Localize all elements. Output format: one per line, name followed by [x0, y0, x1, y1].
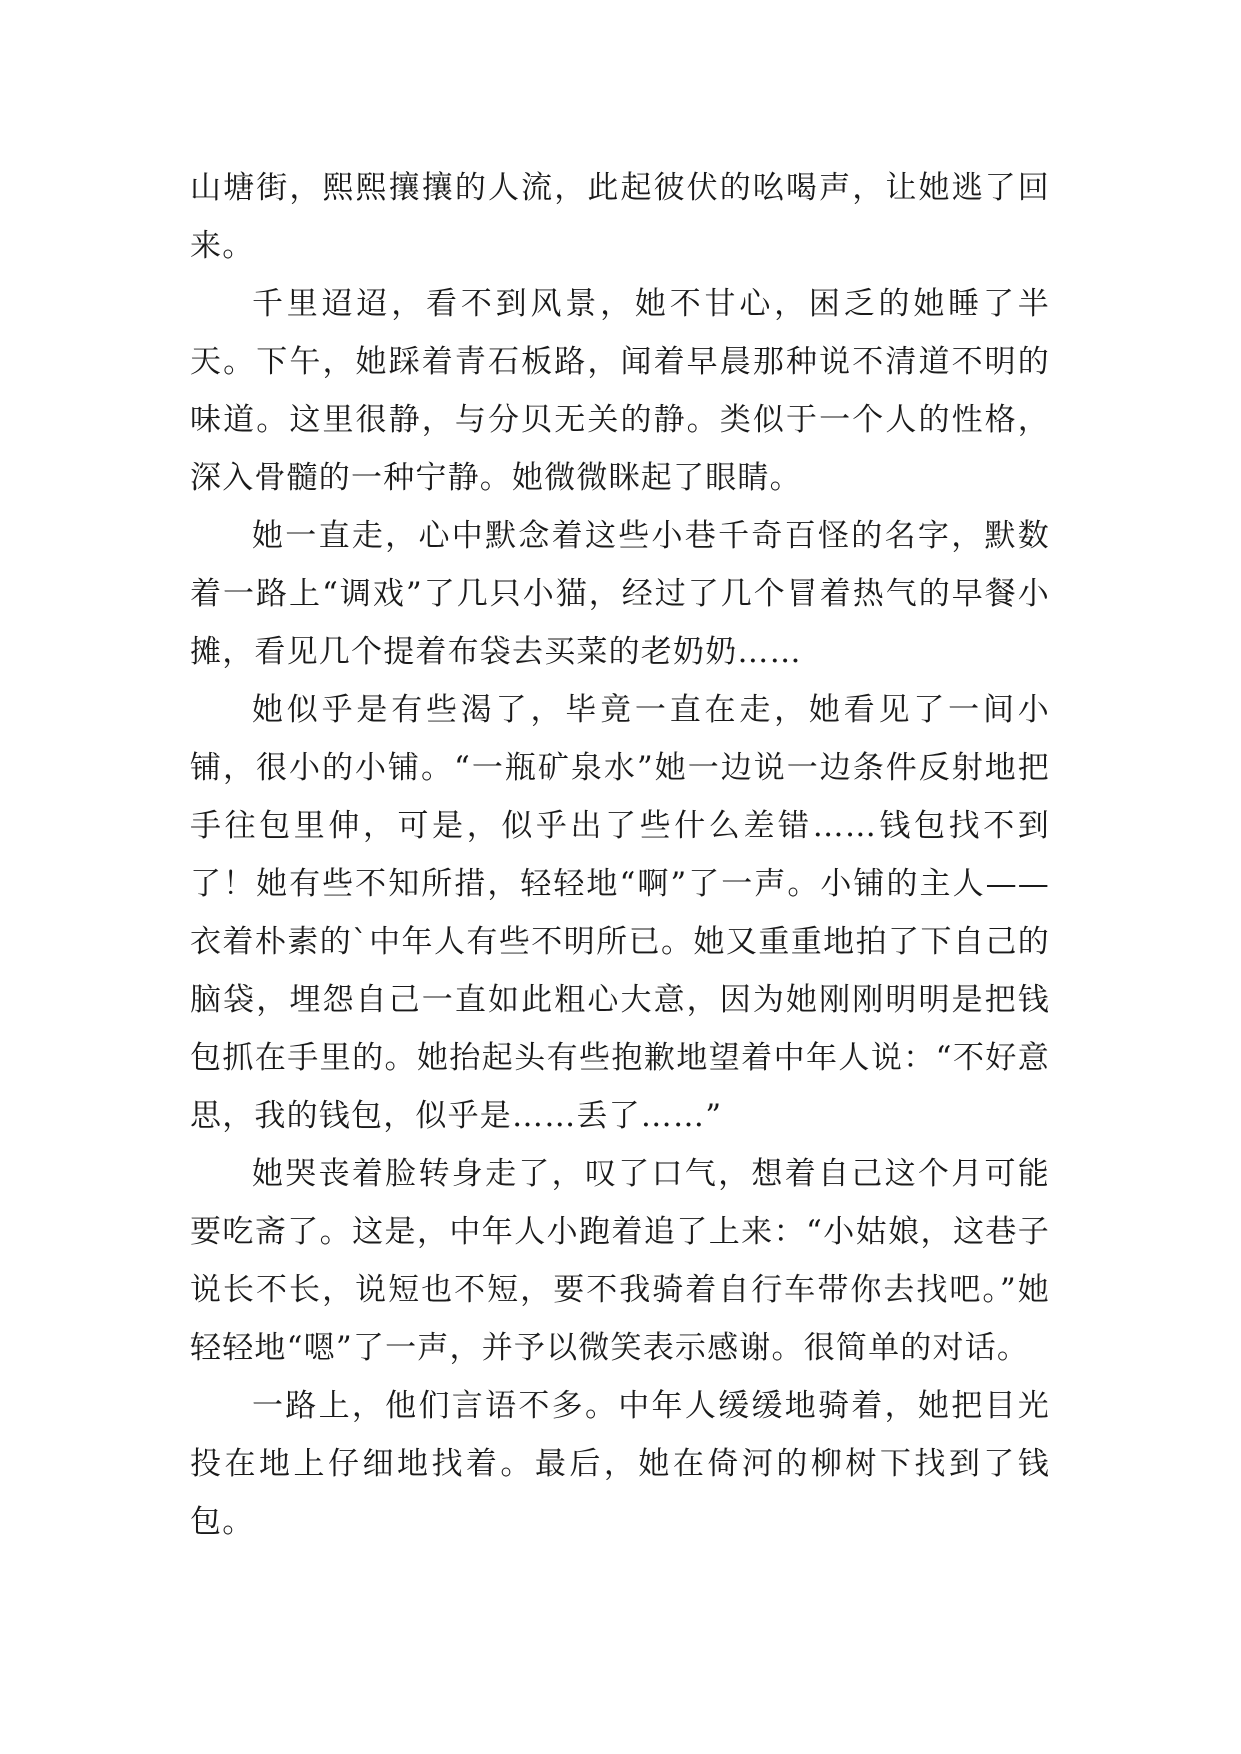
- paragraph-2: 千里迢迢，看不到风景，她不甘心，困乏的她睡了半天。下午，她踩着青石板路，闻着早晨那种说不清道不明的味道。这里很静，与分贝无关的静。类似于一个人的性格，深入骨髓的一种宁静。她微微眯起了眼睛。: [190, 286, 1050, 496]
- paragraph-3: 她一直走，心中默念着这些小巷千奇百怪的名字，默数着一路上“调戏”了几只小猫，经过了几个冒着热气的早餐小摊，看见几个提着布袋去买菜的老奶奶……: [190, 518, 1050, 670]
- paragraph-4: 她似乎是有些渴了，毕竟一直在走，她看见了一间小铺，很小的小铺。“一瓶矿泉水”她一边说一边条件反射地把手往包里伸，可是，似乎出了些什么差错……钱包找不到了！她有些不知所措，轻轻地“啊”了一声。小铺的主人——衣着朴素的`中年人有些不明所已。她又重重地拍了下自己的脑袋，埋怨自己一直如此粗心大意，因为她刚刚明明是把钱包抓在手里的。她抬起头有些抱歉地望着中年人说：“不好意思，我的钱包，似乎是……丢了……”: [190, 692, 1050, 1134]
- paragraph-6: 一路上，他们言语不多。中年人缓缓地骑着，她把目光投在地上仔细地找着。最后，她在倚河的柳树下找到了钱包。: [190, 1388, 1050, 1540]
- article-body: [190, 159, 1050, 1551]
- paragraph-1: 山塘街，熙熙攘攘的人流，此起彼伏的吆喝声，让她逃了回来。: [190, 170, 1050, 264]
- paragraph-5: 她哭丧着脸转身走了，叹了口气，想着自己这个月可能要吃斋了。这是，中年人小跑着追了上来：“小姑娘，这巷子说长不长，说短也不短，要不我骑着自行车带你去找吧。”她轻轻地“嗯”了一声，并予以微笑表示感谢。很简单的对话。: [190, 1156, 1050, 1366]
